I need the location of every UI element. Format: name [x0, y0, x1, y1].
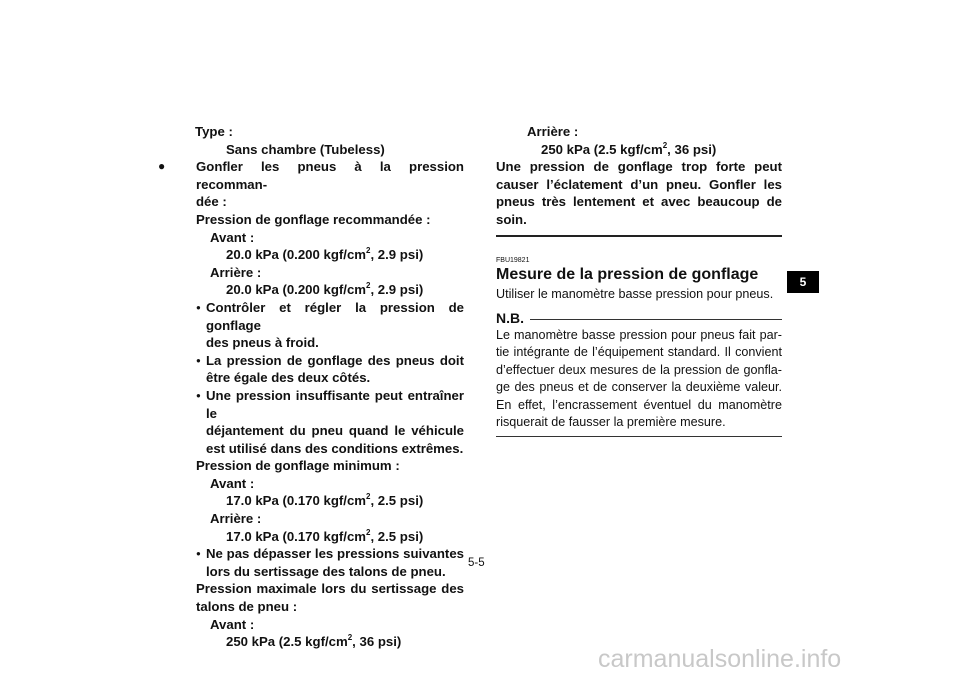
rec-front-value: 20.0 kPa (0.200 kgf/$cm^2$, 2.9 psi)	[226, 246, 424, 263]
type-value: Sans chambre (Tubeless)	[226, 141, 385, 157]
section-code: FBU19821	[496, 256, 530, 264]
page-number: 5-5	[468, 557, 485, 569]
warning-text: Une pression de gonflage trop forte peut	[496, 159, 782, 175]
max-front-label: Avant :	[210, 616, 255, 632]
max-rear-label: Arrière :	[527, 124, 579, 139]
note-equal-pressure: ● La pression de gonflage des pneus doit	[196, 352, 464, 368]
rec-front-label: Avant :	[210, 229, 255, 245]
note-max-pressure: ● Ne pas dépasser les pressions suivantes	[196, 546, 464, 562]
note-low-pressure: ● Une pression insuffisante peut entraîner le	[196, 387, 464, 421]
section-divider	[496, 235, 782, 237]
type-label: Type :	[195, 124, 233, 139]
max-rear-value: 250 kPa (2.5 kgf/$cm^2$, 36 psi)	[541, 140, 717, 157]
minimum-heading: Pression de gonflage minimum :	[196, 458, 400, 474]
bullet-icon: ●	[196, 549, 201, 559]
bullet-icon: ●	[196, 302, 201, 312]
watermark: carmanualsonline.info	[598, 645, 842, 673]
min-front-label: Avant :	[210, 475, 255, 491]
recommended-heading: Pression de gonflage recommandée :	[196, 211, 431, 227]
nb-text: Le manomètre basse pression pour pneus fait par-tie intégrante de l’équipement standard. Il convient d’effectuer deux mesures de la pression de gonfla-ge des pneus et de conserver la deuxième valeur. En effet, l’encrassement éventuel du manomètre risquerait de fausser la première mesure.	[496, 327, 782, 429]
nb-rule	[530, 319, 782, 320]
nb-header	[496, 310, 782, 327]
max-heading: Pression maximale lors du sertissage des	[196, 581, 464, 597]
bullet-icon: ●	[158, 159, 166, 174]
section-title: Mesure de la pression de gonflage	[496, 265, 759, 283]
max-front-value: 250 kPa (2.5 kgf/$cm^2$, 36 psi)	[226, 633, 402, 650]
bullet-icon: ●	[196, 355, 201, 365]
nb-label: N.B.	[496, 309, 524, 326]
bullet-icon: ●	[196, 390, 201, 400]
main-instruction-cont: dée :	[196, 194, 227, 210]
min-rear-value: 17.0 kPa (0.170 kgf/$cm^2$, 2.5 psi)	[226, 527, 424, 544]
chapter-tab: 5	[787, 271, 819, 293]
right-column: Arrière : 250 kPa (2.5 kgf/$cm^2$, 36 psi) Une pression de gonflage trop forte peut causer l’éclatement d’un pneu. Gonfler les pneus très lentement et avec beaucoup de soin. FBU19821 Mesure de la pression de gonflage Utiliser le manomètre basse pression pour pneus. N.B. Le manomètre basse pression pour pneus fait par-tie intégrante de l’équipement standard. Il convient d’effectuer deux mesures de la pression de gonfla-ge des pneus et de conserver la deuxième valeur. En effet, l’encrassement éventuel du manomètre risquerait de fausser la première mesure.	[496, 123, 782, 437]
note-cold-check: ● Contrôler et régler la pression de gonflage	[196, 299, 464, 333]
min-front-value: 17.0 kPa (0.170 kgf/$cm^2$, 2.5 psi)	[226, 492, 424, 509]
nb-end-rule	[496, 436, 782, 437]
main-instruction: ● Gonfler les pneus à la pression recomman-	[158, 159, 464, 192]
section-intro: Utiliser le manomètre basse pression pour pneus.	[496, 286, 774, 301]
rec-rear-label: Arrière :	[210, 264, 262, 280]
min-rear-label: Arrière :	[210, 511, 262, 527]
rec-rear-value: 20.0 kPa (0.200 kgf/$cm^2$, 2.9 psi)	[226, 281, 424, 298]
left-column: Type : Sans chambre (Tubeless) ● Gonfler les pneus à la pression recomman- dée : Pression de gonflage recommandée : Avant : 20.0 kPa (0.200 kgf/$cm^2$, 2.9 psi) Arrière : 20.0 kPa (0.200 kgf/$cm^2$, 2.9 psi) ● Contrôler et régler la pression de gonflage des pneus à froid. ● La pression de gonflage des pneus doit être égale des deux côtés. ● Une pression insuffisante peut entraîner le déjantement du pneu quand le véhicule est utilisé dans des conditions extrêmes. Pression de gonflage minimum : Avant : 17.0 kPa (0.170 kgf/$cm^2$, 2.5 psi) Arrière : 17.0 kPa (0.170 kgf/$cm^2$, 2.5 psi) ● Ne pas dépasser les pressions suivantes lors du sertissage des talons de pneu. Pression maximale lors du sertissage des talons de pneu : Avant : 250 kPa (2.5 kgf/$cm^2$, 36 psi)	[158, 124, 464, 650]
